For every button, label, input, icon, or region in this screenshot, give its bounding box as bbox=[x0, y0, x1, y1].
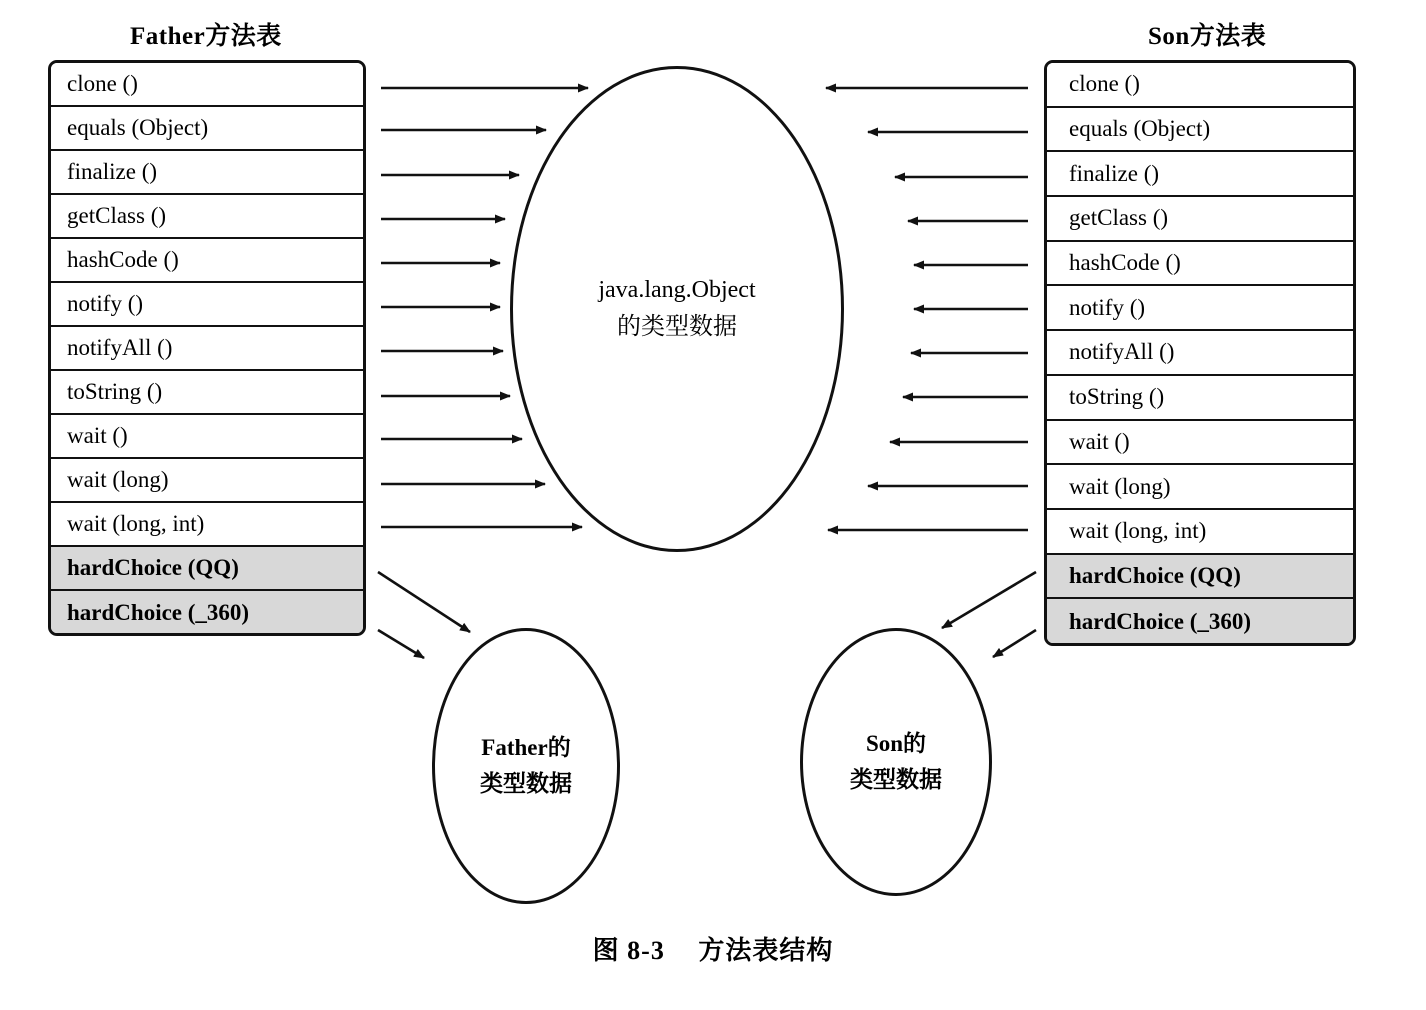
table-row: toString () bbox=[1047, 376, 1353, 421]
table-row: getClass () bbox=[51, 195, 363, 239]
table-row: hashCode () bbox=[51, 239, 363, 283]
table-row: getClass () bbox=[1047, 197, 1353, 242]
table-row: wait (long) bbox=[1047, 465, 1353, 510]
arrows-son-to-object bbox=[826, 88, 1028, 530]
table-row-highlighted: hardChoice (QQ) bbox=[51, 547, 363, 591]
table-row: hashCode () bbox=[1047, 242, 1353, 287]
son-table-title: Son方法表 bbox=[1148, 23, 1267, 50]
father-node-line1: Father的 bbox=[481, 735, 571, 761]
table-row: notify () bbox=[51, 283, 363, 327]
table-row: toString () bbox=[51, 371, 363, 415]
table-row-highlighted: hardChoice (QQ) bbox=[1047, 555, 1353, 600]
son-method-table bbox=[1044, 60, 1356, 646]
son-node-line1: Son的 bbox=[865, 731, 927, 757]
father-table-title: Father方法表 bbox=[130, 23, 282, 50]
table-row: clone () bbox=[51, 63, 363, 107]
figure-caption-number: 图 8-3 bbox=[592, 936, 665, 965]
table-row: clone () bbox=[1047, 63, 1353, 108]
object-type-data-node bbox=[510, 66, 844, 552]
table-row: notifyAll () bbox=[1047, 331, 1353, 376]
table-row: wait (long) bbox=[51, 459, 363, 503]
table-row: equals (Object) bbox=[51, 107, 363, 151]
table-row-highlighted: hardChoice (_360) bbox=[51, 591, 363, 635]
table-row: wait () bbox=[1047, 421, 1353, 466]
table-row: equals (Object) bbox=[1047, 108, 1353, 153]
son-node-line2: 类型数据 bbox=[850, 767, 942, 792]
figure-caption-text: 方法表结构 bbox=[698, 936, 834, 965]
table-row: notifyAll () bbox=[51, 327, 363, 371]
table-row: wait (long, int) bbox=[1047, 510, 1353, 555]
table-row: notify () bbox=[1047, 286, 1353, 331]
son-type-data-node bbox=[800, 628, 992, 896]
table-row: finalize () bbox=[51, 151, 363, 195]
father-node-line2: 类型数据 bbox=[480, 771, 572, 796]
arrows-father-to-father-type bbox=[378, 572, 470, 658]
object-node-line2: 的类型数据 bbox=[617, 314, 737, 340]
father-type-data-node bbox=[432, 628, 620, 904]
table-row: wait () bbox=[51, 415, 363, 459]
father-method-table bbox=[48, 60, 366, 636]
figure-caption bbox=[0, 930, 1426, 967]
table-row-highlighted: hardChoice (_360) bbox=[1047, 599, 1353, 644]
table-row: finalize () bbox=[1047, 152, 1353, 197]
table-row: wait (long, int) bbox=[51, 503, 363, 547]
object-node-line1: java.lang.Object bbox=[598, 276, 756, 303]
arrows-son-to-son-type bbox=[942, 572, 1036, 657]
